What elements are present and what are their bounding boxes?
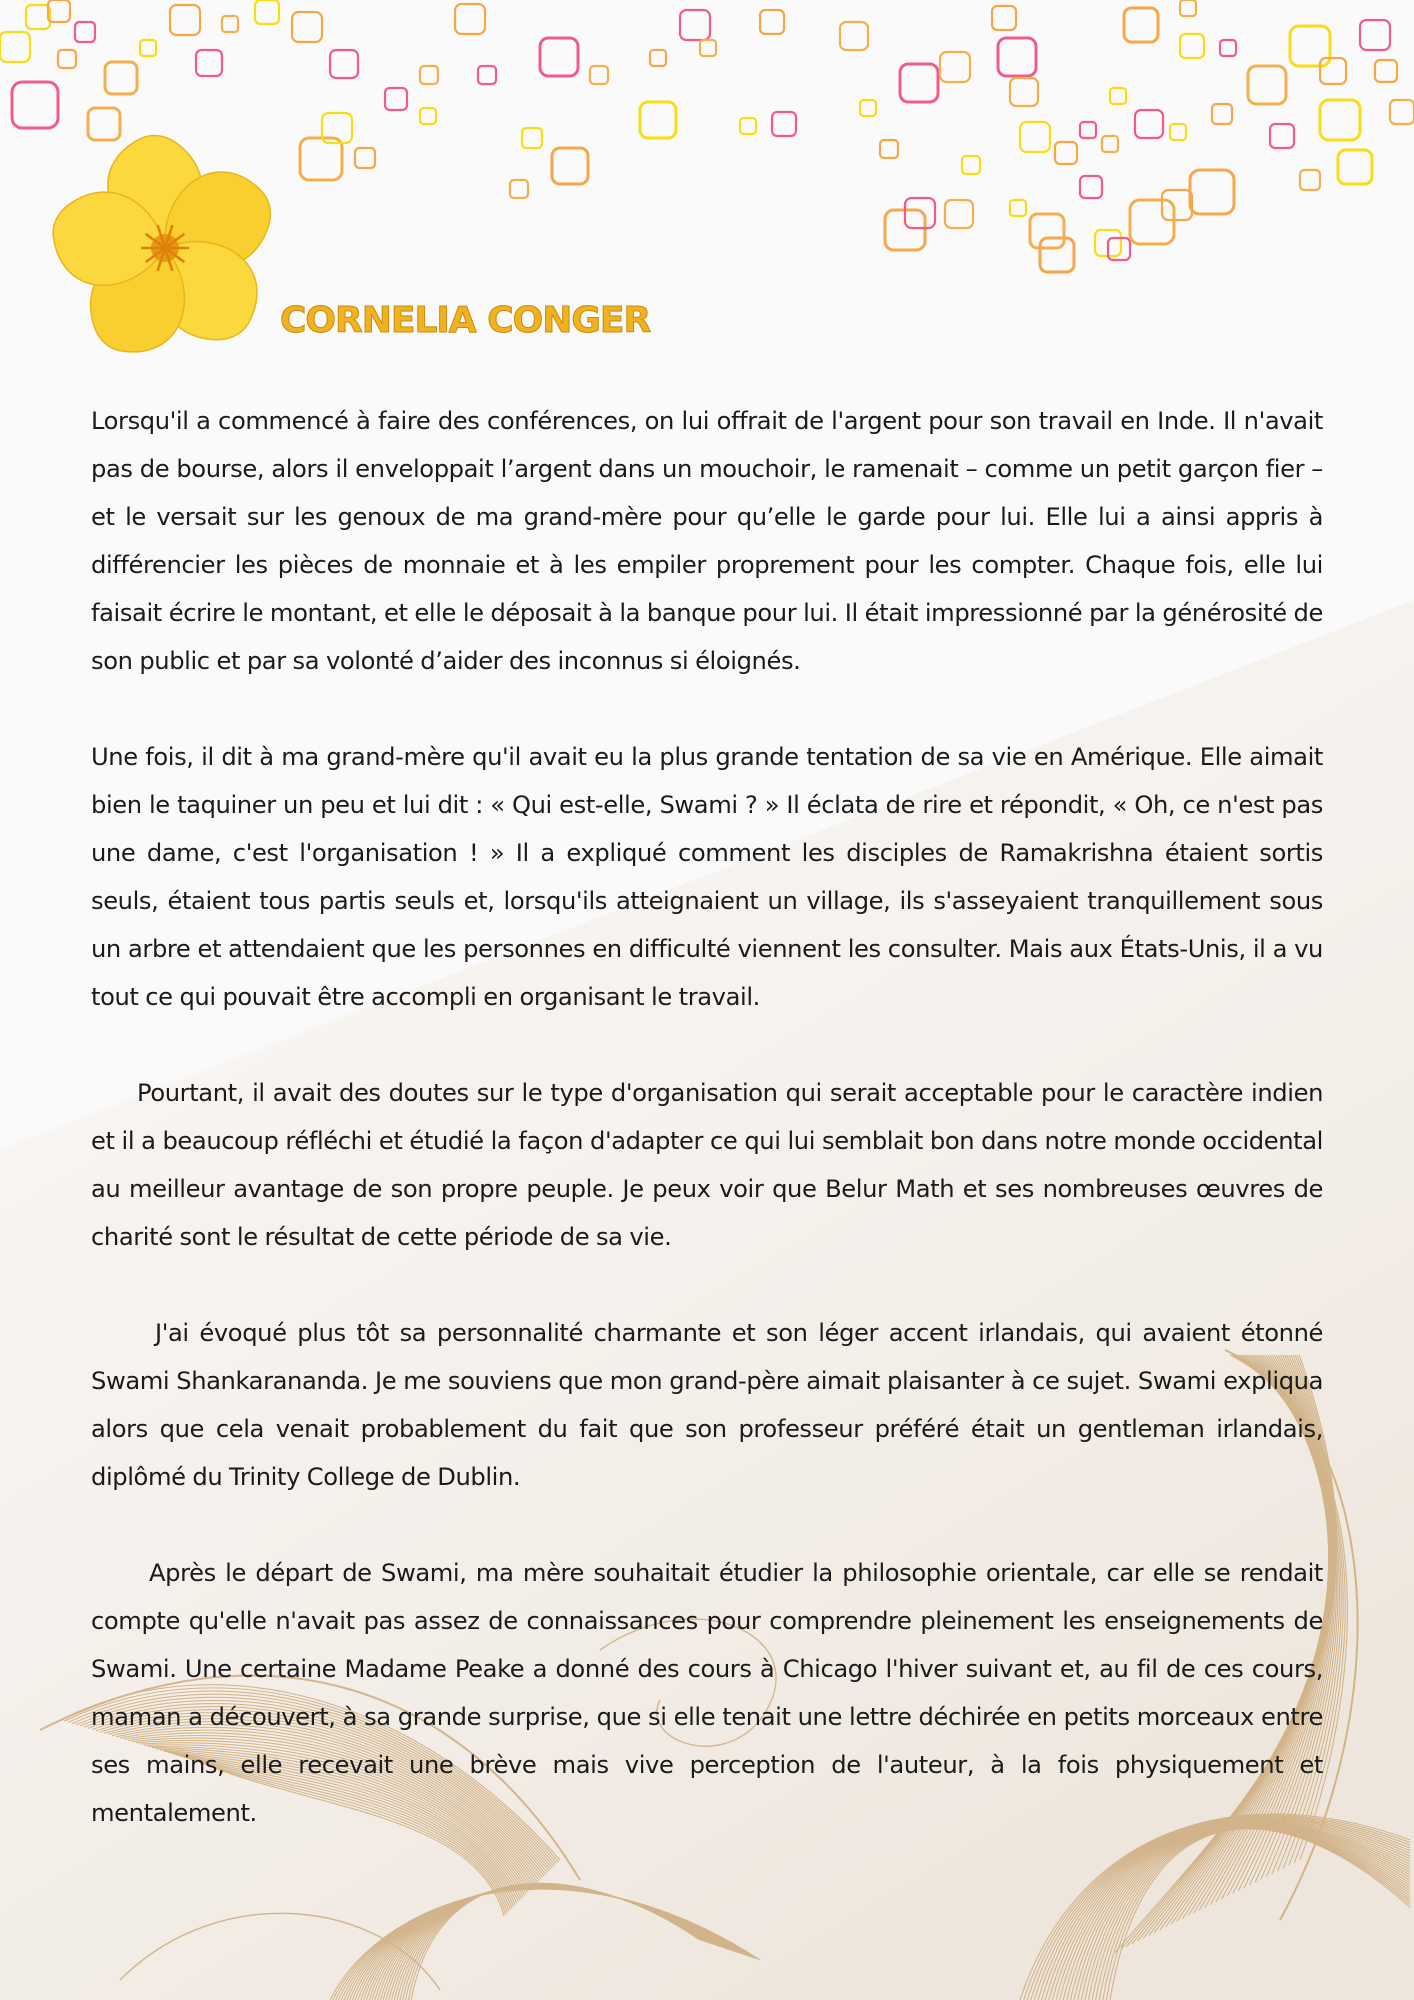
- paragraph-4: J'ai évoqué plus tôt sa personnalité charmante et son léger accent irlandais, qui avaient étonné Swami Shankarananda. Je me souviens que mon grand-père aimait plaisanter à ce sujet. Swami expliqua alors que cela venait probablement du fait que son professeur préféré était un gentleman irlandais, diplômé du Trinity College de Dublin.: [91, 1319, 1323, 1491]
- paragraph-1: Lorsqu'il a commencé à faire des conférences, on lui offrait de l'argent pour son travail en Inde. Il n'avait pas de bourse, alors il enveloppait l’argent dans un mouchoir, le ramenait – comme un petit garçon fier – et le versait sur les genoux de ma grand-mère pour qu’elle le garde pour lui. Elle lui a ainsi appris à différencier les pièces de monnaie et à les empiler proprement pour les compter. Chaque fois, elle lui faisait écrire le montant, et elle le déposait à la banque pour lui. Il était impressionné par la générosité de son public et par sa volonté d’aider des inconnus si éloignés.: [91, 407, 1323, 675]
- document-body: [91, 397, 1323, 1885]
- page-title: CORNELIA CONGER: [280, 300, 651, 341]
- paragraph-5: Après le départ de Swami, ma mère souhaitait étudier la philosophie orientale, car elle se rendait compte qu'elle n'avait pas assez de connaissances pour comprendre pleinement les enseignements de Swami. Une certaine Madame Peake a donné des cours à Chicago l'hiver suivant et, au fil de ces cours, maman a découvert, à sa grande surprise, que si elle tenait une lettre déchirée en petits morceaux entre ses mains, elle recevait une brève mais vive perception de l'auteur, à la fois physiquement et mentalement.: [91, 1559, 1323, 1827]
- yellow-flower-icon: [40, 130, 290, 365]
- paragraph-2: Une fois, il dit à ma grand-mère qu'il avait eu la plus grande tentation de sa vie en Amérique. Elle aimait bien le taquiner un peu et lui dit : « Qui est-elle, Swami ? » Il éclata de rire et répondit, « Oh, ce n'est pas une dame, c'est l'organisation ! » Il a expliqué comment les disciples de Ramakrishna étaient sortis seuls, étaient tous partis seuls et, lorsqu'ils atteignaient un village, ils s'asseyaient tranquillement sous un arbre et attendaient que les personnes en difficulté viennent les consulter. Mais aux États-Unis, il a vu tout ce qui pouvait être accompli en organisant le travail.: [91, 743, 1323, 1011]
- paragraph-3: Pourtant, il avait des doutes sur le type d'organisation qui serait acceptable pour le caractère indien et il a beaucoup réfléchi et étudié la façon d'adapter ce qui lui semblait bon dans notre monde occidental au meilleur avantage de son propre peuple. Je peux voir que Belur Math et ses nombreuses œuvres de charité sont le résultat de cette période de sa vie.: [91, 1079, 1323, 1251]
